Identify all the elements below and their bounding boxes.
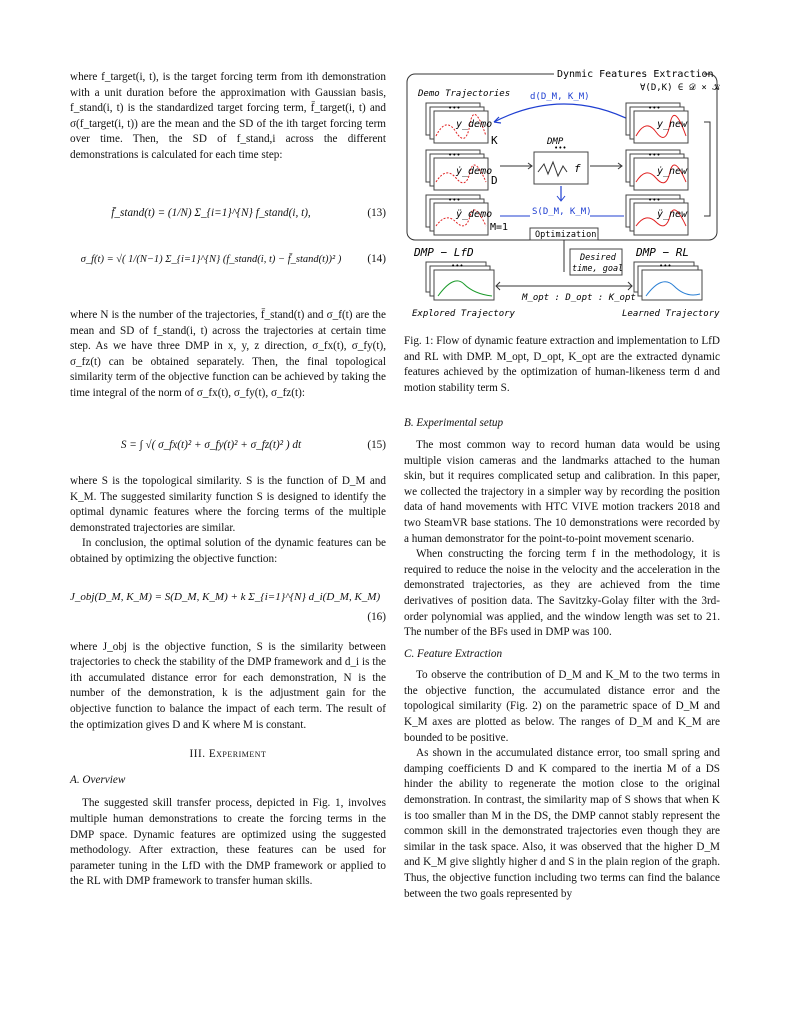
- subsection-heading: B. Experimental setup: [404, 417, 504, 430]
- new-stack-yd: [626, 150, 688, 190]
- equation-number: (13): [367, 207, 386, 219]
- desired-label: Desired: [580, 253, 616, 263]
- f-label: f: [574, 162, 581, 175]
- dmp-rl-label: DMP − RL: [636, 246, 689, 259]
- equation-number: (14): [367, 253, 386, 265]
- figure-1: [404, 66, 720, 324]
- dots: •••: [648, 196, 661, 204]
- dmp-lfd-label: DMP − LfD: [414, 246, 474, 259]
- explored-stack: [426, 262, 494, 300]
- new-stack-y: [626, 103, 688, 143]
- y-demo-label: y_demo: [456, 119, 493, 130]
- figure-title: Dynmic Features Extraction: [557, 69, 714, 80]
- y-new-label: y_new: [657, 119, 688, 130]
- dots: •••: [448, 104, 461, 112]
- paragraph: In conclusion, the optimal solution of the dynamic features can be obtained by optimizing the objective function:: [70, 537, 386, 565]
- optimization-label: Optimization: [535, 230, 597, 240]
- paragraph: As shown in the accumulated distance error, too small spring and damping coefficients D and K compared to the inertia M of a DS hinder the ability to regenerate the motion close to the original demonstration. In contrast, the similarity map of S shows that when K is too smaller than M in the DS, the DMP cannot stably represent the common skill in the demonstrated trajectories even though they are similar in the task space. Also, it was observed that the higher D_M and K_M give slightly higher d and S in the plain region of the graph. Thus, the objective function including two terms can find the balance between the two goals represented by: [404, 747, 720, 900]
- figure-caption: Fig. 1: Flow of dynamic feature extraction and implementation to LfD and RL with DMP. M_opt, D_opt, K_opt are the extracted dynamic features achieved by the optimization of human-likeness term d and motion stability term S.: [404, 335, 720, 394]
- yd-new-label: ẏ_new: [657, 166, 688, 177]
- equation-15: [70, 418, 386, 474]
- equation-16: [70, 568, 386, 640]
- equation-expression: J_obj(D_M, K_M) = S(D_M, K_M) + k Σ_{i=1}^{N} d_i(D_M, K_M): [70, 590, 381, 603]
- d-function-label: d(D_M, K_M): [530, 92, 590, 102]
- desired-label-2: time, goal: [572, 264, 624, 274]
- new-stack-ydd: [626, 195, 688, 235]
- right-column: [404, 66, 720, 902]
- dots: •••: [648, 104, 661, 112]
- m-label: M=1: [490, 222, 509, 233]
- demo-stack-ydd: [426, 195, 492, 235]
- d-label: D: [491, 174, 498, 187]
- dots: •••: [648, 151, 661, 159]
- demo-stack-y: [426, 103, 492, 143]
- d-arrow: [494, 104, 634, 122]
- ydd-new-label: ÿ_new: [657, 209, 688, 220]
- dmp-label: DMP: [547, 137, 564, 147]
- ydd-demo-label: ÿ_demo: [456, 209, 493, 220]
- equation-number: (15): [367, 439, 386, 451]
- equation-number: (16): [367, 610, 386, 623]
- dots: •••: [554, 144, 567, 152]
- s-function-label: S(D_M, K_M): [532, 207, 592, 217]
- paragraph: The suggested skill transfer process, depicted in Fig. 1, involves multiple human demonstrations to create the forcing terms in the DMP space. Dynamic features are optimized using the suggested methodology. After extraction, these features can be used for parameter tuning in the LfD with the DMP framework or applied to the RL with DMP framework to transfer human skills.: [70, 797, 386, 888]
- section-heading: III. Experiment: [189, 748, 267, 761]
- left-column: [70, 70, 386, 890]
- demo-stack-yd: [426, 150, 492, 190]
- mopt-label: M_opt : D_opt : K_opt: [522, 293, 636, 303]
- equation-14: [70, 234, 386, 294]
- demo-trajectories-label: Demo Trajectories: [418, 89, 511, 99]
- equation-expression: σ_f(t) = √( 1/(N−1) Σ_{i=1}^{N} (f_stand(i, t) − f̄_stand(t))² ): [80, 254, 342, 265]
- paragraph: where N is the number of the trajectories, f̄_stand(t) and σ_f(t) are the mean and SD of f_stand(i, t) across the trajectories at certain time step. As we have three DMP in x, y, z direction, σ_fx(t), σ_fy(t), σ_fz(t) can be obtained separately. Then, the final topological similarity term of the objective function can be achieved by taking the time integral of the norm of σ_fx(t), σ_fy(t), σ_fz(t):: [70, 309, 386, 399]
- learned-stack: [634, 262, 702, 300]
- yd-demo-label: ẏ_demo: [456, 166, 493, 177]
- dots: •••: [659, 262, 672, 270]
- forall-label: ∀(D,K) ∈ 𝒟 × 𝒦: [640, 83, 720, 93]
- paragraph: where S is the topological similarity. S is the function of D_M and K_M. The suggested similarity function S is designed to identify the optimal dynamic features where the forcing terms of the multiple demonstrated trajectories are similar.: [70, 475, 386, 534]
- subsection-heading: A. Overview: [70, 773, 126, 786]
- paragraph: To observe the contribution of D_M and K_M to the two terms in the objective function, the accumulated distance error and the topological similarity (Fig. 2) on the parametric space of D_M and K_M axes are plotted as below. The ranges of D_M and K_M are bounded to be positive.: [404, 669, 720, 744]
- learned-label: Learned Trajectory: [622, 309, 720, 319]
- dots: •••: [451, 262, 464, 270]
- paragraph: where J_obj is the objective function, S is the similarity between trajectories to check the stability of the DMP framework and d_i is the ith accumulated distance error for each demonstration, N is the number of the demonstration, k is the adjustment gain for the objective function to balance the impact of each term. The result of the optimization gives D and K where M is constant.: [70, 640, 386, 731]
- figure-diagram: [404, 66, 720, 324]
- paragraph: where f_target(i, t), is the target forcing term from ith demonstration with a unit duration before the approximation with Gaussian basis, f_stand(i, t) is the standardized target forcing term, f̄_target(i, t) and σ(f_target(i, t)) are the mean and the SD of the ith target forcing term over time. Then, the SD of f_stand,i across the different demonstrations is calculated for each time step:: [70, 71, 386, 161]
- dots: •••: [448, 196, 461, 204]
- equation-13: [70, 194, 386, 234]
- explored-label: Explored Trajectory: [412, 309, 515, 319]
- dots: •••: [448, 151, 461, 159]
- subsection-heading: C. Feature Extraction: [404, 647, 503, 660]
- paragraph: The most common way to record human data would be using multiple vision cameras and the landmarks attached to the human skin, but it requires complicated setup and calibration. In this paper, we collected the trajectory in a simpler way by recording the position data of hand movements with HTC VIVE motion trackers 2018 and two SteamVR base stations. The 10 demonstrations were recorded by a human demonstrator for the point-to-point movement scenario.: [404, 438, 720, 545]
- paragraph: When constructing the forcing term f in the methodology, it is required to reduce the noise in the velocity and the acceleration in the demonstrated trajectories, as they are achieved from the time derivatives of position data. The Savitzky-Golay filter with the 3rd-order polynomial was applied, and the window length was set to 21. The number of the BFs used in DMP was 100.: [404, 548, 720, 639]
- equation-expression: f̄_stand(t) = (1/N) Σ_{i=1}^{N} f_stand(i, t),: [111, 207, 311, 219]
- k-label: K: [491, 134, 498, 147]
- equation-expression: S = ∫ √( σ_fx(t)² + σ_fy(t)² + σ_fz(t)² ) dt: [120, 439, 302, 451]
